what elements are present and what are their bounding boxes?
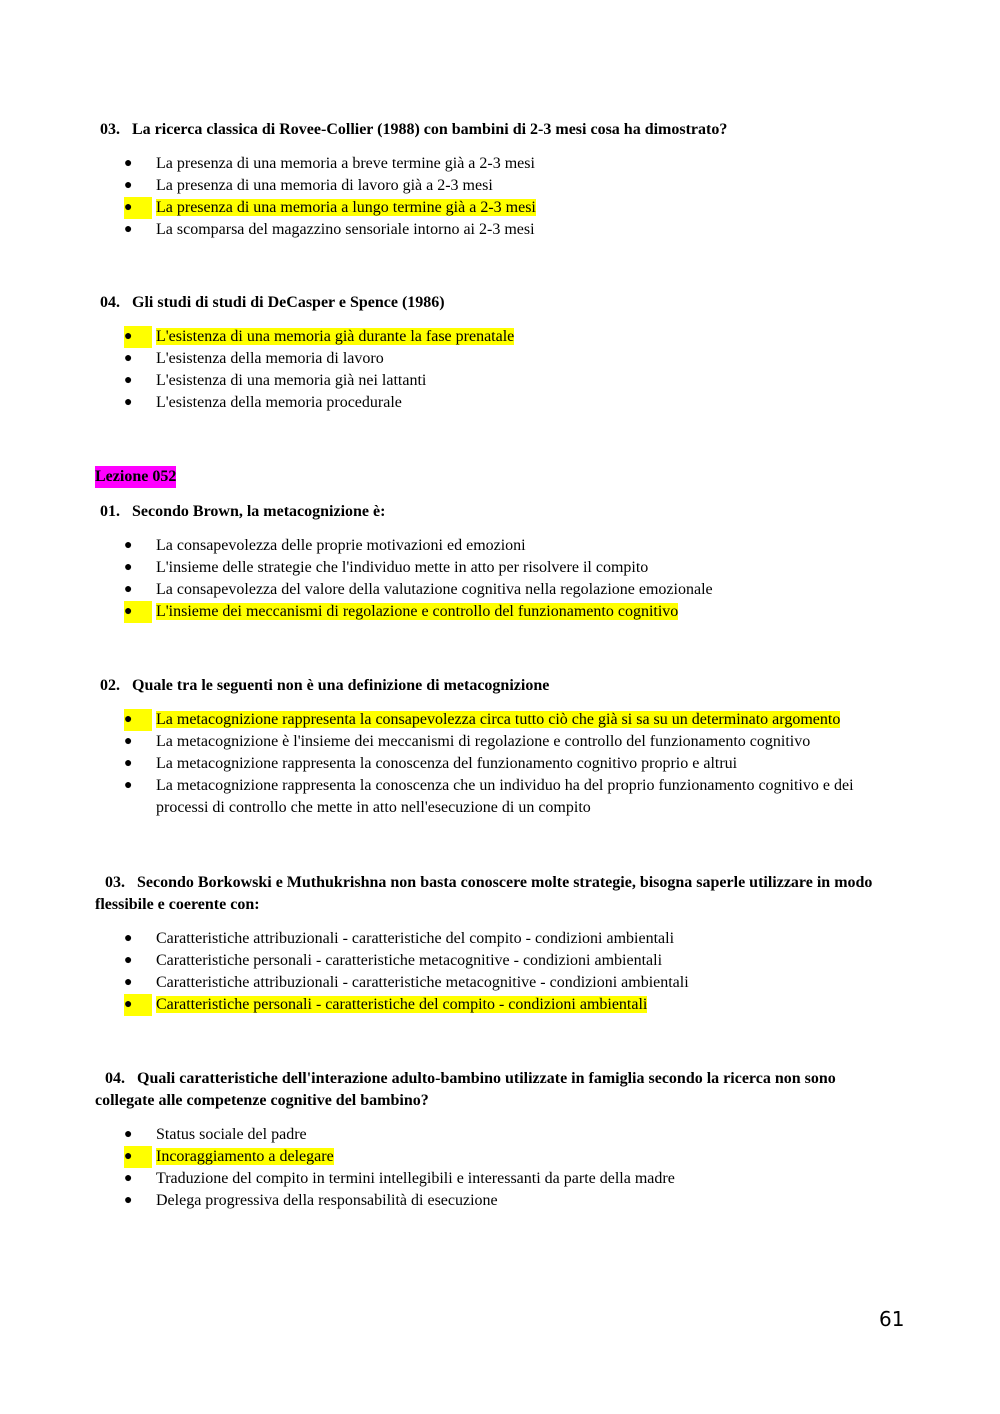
question-title xyxy=(95,1068,895,1112)
answer-list xyxy=(95,928,895,1016)
answer-item: ● L'esistenza di una memoria già nei lattanti xyxy=(95,370,895,392)
question-number: 04. xyxy=(100,294,120,311)
answer-item: ● La presenza di una memoria a breve termine già a 2-3 mesi xyxy=(95,153,895,175)
answer-item: ● Caratteristiche attribuzionali - caratteristiche metacognitive - condizioni ambientali xyxy=(95,972,895,994)
question-text: Secondo Brown, la metacognizione è: xyxy=(132,503,386,520)
bullet-icon: ● xyxy=(124,953,133,968)
answer-list xyxy=(95,709,895,819)
bullet-icon: ● xyxy=(124,1171,133,1186)
answer-item: ● La consapevolezza del valore della valutazione cognitiva nella regolazione emozionale xyxy=(95,579,895,601)
bullet-icon: ● xyxy=(124,734,133,749)
question-number: 03. xyxy=(105,874,125,891)
question-title xyxy=(95,675,895,697)
answer-item: ● La metacognizione è l'insieme dei meccanismi di regolazione e controllo del funzionamento cognitivo xyxy=(95,731,895,753)
answer-item: ● Caratteristiche attribuzionali - caratteristiche del compito - condizioni ambientali xyxy=(95,928,895,950)
answer-item: ● Caratteristiche personali - caratteristiche metacognitive - condizioni ambientali xyxy=(95,950,895,972)
question-block xyxy=(95,675,895,819)
answer-item-correct: ● La presenza di una memoria a lungo termine già a 2-3 mesi xyxy=(95,197,895,219)
answer-item: ● Delega progressiva della responsabilità di esecuzione xyxy=(95,1190,895,1212)
bullet-icon: ● xyxy=(124,756,133,771)
bullet-icon: ● xyxy=(124,582,133,597)
bullet-icon: ● xyxy=(124,931,133,946)
bullet-icon: ● xyxy=(124,709,152,731)
bullet-icon: ● xyxy=(124,1193,133,1208)
page-number: 61 xyxy=(879,1307,905,1331)
answer-item: ● L'esistenza della memoria di lavoro xyxy=(95,348,895,370)
answer-item-correct: ● La metacognizione rappresenta la consapevolezza circa tutto ciò che già si sa su un determinato argomento xyxy=(95,709,895,731)
bullet-icon: ● xyxy=(124,373,133,388)
answer-item: ● L'esistenza della memoria procedurale xyxy=(95,392,895,414)
question-text: Gli studi di studi di DeCasper e Spence (1986) xyxy=(132,294,445,311)
answer-item-correct: ● L'esistenza di una memoria già durante la fase prenatale xyxy=(95,326,895,348)
bullet-icon: ● xyxy=(124,197,152,219)
bullet-icon: ● xyxy=(124,178,133,193)
answer-item-correct: ● Incoraggiamento a delegare xyxy=(95,1146,895,1168)
question-text: La ricerca classica di Rovee-Collier (1988) con bambini di 2-3 mesi cosa ha dimostrato? xyxy=(132,121,728,138)
question-title xyxy=(95,872,895,916)
bullet-icon: ● xyxy=(124,601,152,623)
answer-item: ● La metacognizione rappresenta la conoscenza del funzionamento cognitivo proprio e altrui xyxy=(95,753,895,775)
question-block xyxy=(95,119,895,241)
answer-item: ● L'insieme delle strategie che l'individuo mette in atto per risolvere il compito xyxy=(95,557,895,579)
question-title xyxy=(95,292,895,314)
question-text: Quali caratteristiche dell'interazione adulto-bambino utilizzate in famiglia secondo la ricerca non sono collegate alle competenze cognitive del bambino? xyxy=(95,1070,836,1109)
answer-item-correct: ● L'insieme dei meccanismi di regolazione e controllo del funzionamento cognitivo xyxy=(95,601,895,623)
question-text: Quale tra le seguenti non è una definizione di metacognizione xyxy=(132,677,550,694)
question-block xyxy=(95,872,895,1016)
question-number: 01. xyxy=(100,503,120,520)
bullet-icon: ● xyxy=(124,326,152,348)
bullet-icon: ● xyxy=(124,351,133,366)
bullet-icon: ● xyxy=(124,156,133,171)
bullet-icon: ● xyxy=(124,1127,133,1142)
answer-list xyxy=(95,535,895,623)
bullet-icon: ● xyxy=(124,975,133,990)
question-title xyxy=(95,119,895,141)
answer-list xyxy=(95,326,895,414)
question-text: Secondo Borkowski e Muthukrishna non basta conoscere molte strategie, bisogna saperle utilizzare in modo flessibile e coerente con: xyxy=(95,874,873,913)
question-block xyxy=(95,501,895,623)
answer-item: ● La consapevolezza delle proprie motivazioni ed emozioni xyxy=(95,535,895,557)
bullet-icon: ● xyxy=(124,1146,152,1168)
question-number: 03. xyxy=(100,121,120,138)
answer-item: ● Traduzione del compito in termini intellegibili e interessanti da parte della madre xyxy=(95,1168,895,1190)
question-title xyxy=(95,501,895,523)
question-number: 02. xyxy=(100,677,120,694)
answer-item-correct: ● Caratteristiche personali - caratteristiche del compito - condizioni ambientali xyxy=(95,994,895,1016)
lesson-heading: Lezione 052 xyxy=(95,466,176,488)
answer-list xyxy=(95,1124,895,1212)
answer-list xyxy=(95,153,895,241)
answer-item: ● La presenza di una memoria di lavoro già a 2-3 mesi xyxy=(95,175,895,197)
answer-item: ● La scomparsa del magazzino sensoriale intorno ai 2-3 mesi xyxy=(95,219,895,241)
bullet-icon: ● xyxy=(124,538,133,553)
question-block xyxy=(95,1068,895,1212)
bullet-icon: ● xyxy=(124,778,133,793)
answer-item: ● La metacognizione rappresenta la conoscenza che un individuo ha del proprio funzionamento cognitivo e dei processi di controllo che mette in atto nell'esecuzione di un compito xyxy=(124,777,854,816)
bullet-icon: ● xyxy=(124,994,152,1016)
bullet-icon: ● xyxy=(124,560,133,575)
answer-item: ● Status sociale del padre xyxy=(95,1124,895,1146)
bullet-icon: ● xyxy=(124,395,133,410)
question-number: 04. xyxy=(105,1070,125,1087)
question-block xyxy=(95,292,895,414)
bullet-icon: ● xyxy=(124,222,133,237)
